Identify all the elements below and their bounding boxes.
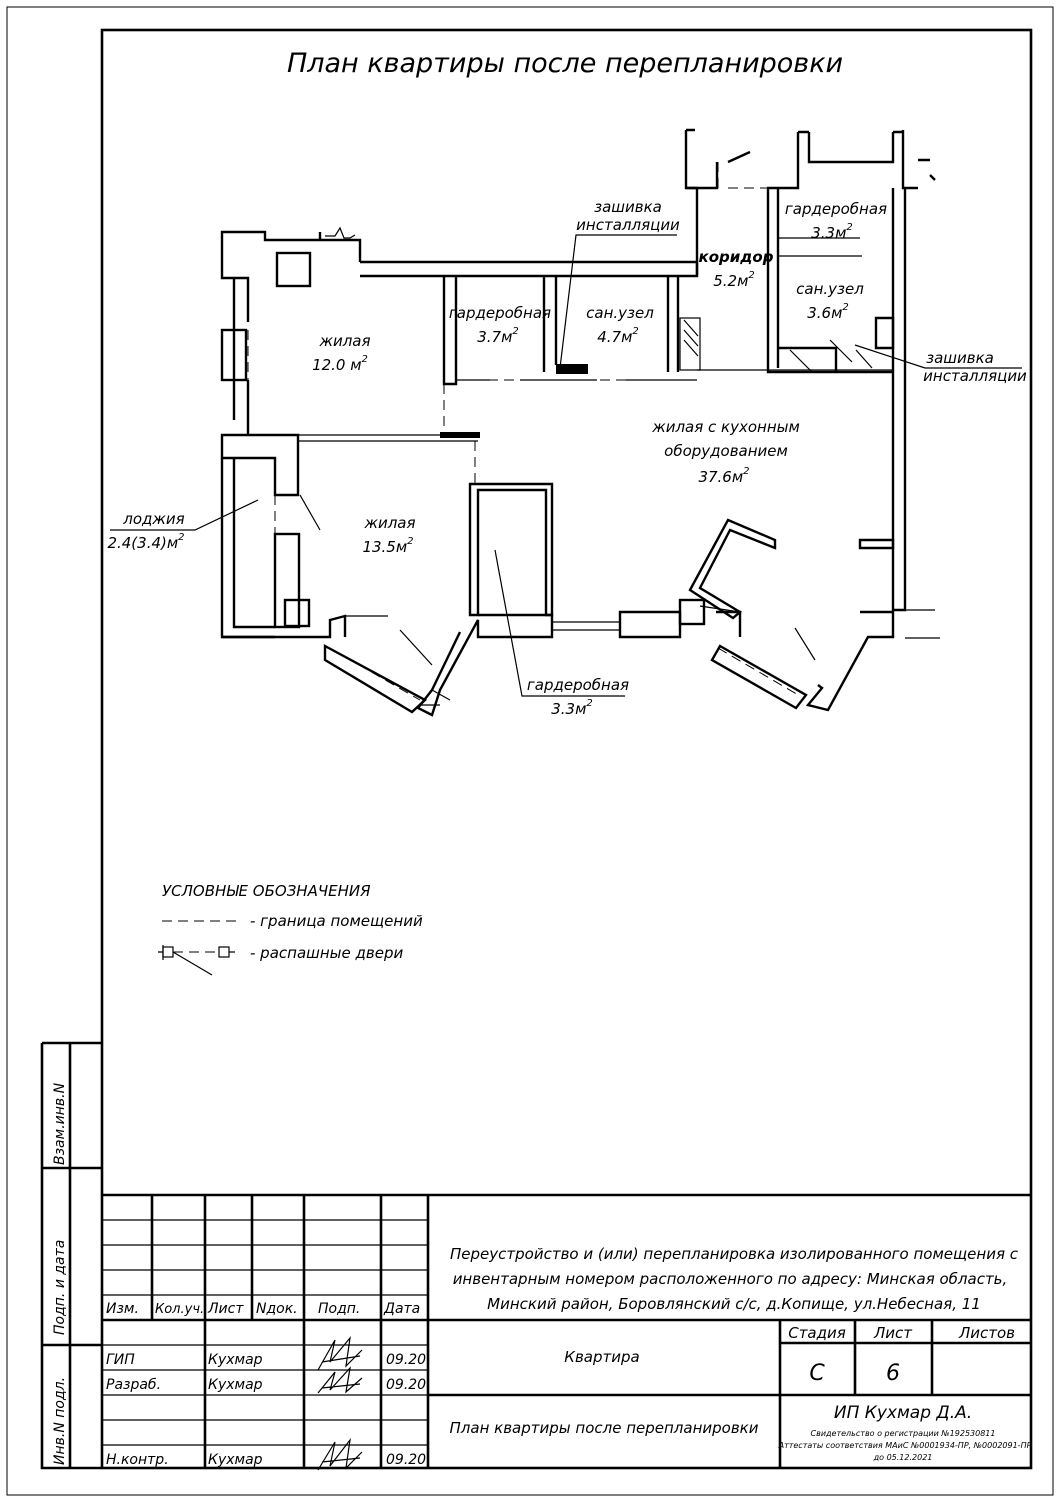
company-name: ИП Кухмар Д.А. xyxy=(833,1403,973,1423)
room-name: жилая с кухонным xyxy=(652,418,800,436)
side-label-podp: Подп. и дата xyxy=(52,1239,68,1335)
legend-title: УСЛОВНЫЕ ОБОЗНАЧЕНИЯ xyxy=(162,882,371,900)
sheets-label: Листов xyxy=(958,1324,1016,1342)
note-line-2: инсталляции xyxy=(923,367,1027,385)
room-area: $13.5м^2$ xyxy=(362,536,414,556)
room-area: $3.6м^2$ xyxy=(807,302,849,322)
room-area: $4.7м^2$ xyxy=(597,326,639,346)
side-strip xyxy=(42,1043,102,1468)
cert-line-1: Свидетельство о регистрации №192530811 xyxy=(810,1429,996,1438)
room-area: 12.0 $м^2$ xyxy=(312,354,368,374)
date-razrab: 09.20 xyxy=(386,1377,427,1393)
room-area: $5.2м^2$ xyxy=(713,270,755,290)
role-gip: ГИП xyxy=(106,1352,135,1368)
name-razrab: Кухмар xyxy=(208,1377,263,1393)
side-label-inv: Инв.N подл. xyxy=(52,1376,68,1465)
header-list: Лист xyxy=(208,1301,244,1317)
room-name: лоджия xyxy=(123,510,185,528)
room-name-2: оборудованием xyxy=(664,442,788,460)
note-line-2: инсталляции xyxy=(576,216,680,234)
room-area: $2.4(3.4)м^2$ xyxy=(107,532,185,552)
header-kolch: Кол.уч. xyxy=(155,1302,205,1317)
header-ndok: Nдок. xyxy=(256,1301,298,1317)
room-name: жилая xyxy=(364,514,416,532)
project-line-3: Минский район, Боровлянский с/с, д.Копище, ул.Небесная, 11 xyxy=(487,1295,981,1313)
signature-gip xyxy=(318,1338,362,1370)
title-block xyxy=(102,1195,1032,1470)
name-nkontr: Кухмар xyxy=(208,1452,263,1468)
sheet-value: 6 xyxy=(886,1361,900,1386)
room-name: гардеробная xyxy=(448,304,552,322)
project-line-1: Переустройство и (или) перепланировка изолированного помещения с xyxy=(450,1245,1018,1263)
room-area: $3.7м^2$ xyxy=(477,326,519,346)
installation-notes xyxy=(560,198,1027,385)
room-area: $37.6м^2$ xyxy=(698,466,750,486)
project-line-2: инвентарным номером расположенного по адресу: Минская область, xyxy=(452,1270,1008,1288)
header-data: Дата xyxy=(384,1301,421,1317)
cert-line-2: Аттестаты соответствия МАиС №0001934-ПР, №0002091-ПР xyxy=(778,1441,1032,1450)
legend-door-label: - распашные двери xyxy=(250,944,404,962)
sheet-title: План квартиры после перепланировки xyxy=(449,1419,759,1437)
stage-value: С xyxy=(809,1361,825,1386)
side-label-zam: Взам.инв.N xyxy=(52,1082,68,1165)
room-name: сан.узел xyxy=(586,304,654,322)
page-title: План квартиры после перепланировки xyxy=(286,48,844,79)
date-gip: 09.20 xyxy=(386,1352,427,1368)
header-podp: Подп. xyxy=(318,1301,361,1317)
room-name: жилая xyxy=(319,332,371,350)
signature-razrab xyxy=(318,1368,362,1393)
room-area: $3.3м^2$ xyxy=(811,222,853,242)
sheet-label: Лист xyxy=(873,1324,913,1342)
room-name: гардеробная xyxy=(526,676,630,694)
note-line-1: зашивка xyxy=(594,198,662,216)
room-area: $3.3м^2$ xyxy=(551,698,593,718)
room-name: коридор xyxy=(698,248,774,266)
room-name: гардеробная xyxy=(784,200,888,218)
date-nkontr: 09.20 xyxy=(386,1452,427,1468)
legend xyxy=(158,882,423,975)
role-nkontr: Н.контр. xyxy=(106,1452,169,1468)
cert-line-3: до 05.12.2021 xyxy=(873,1453,933,1462)
header-izm: Изм. xyxy=(106,1301,139,1317)
name-gip: Кухмар xyxy=(208,1352,263,1368)
stage-label: Стадия xyxy=(788,1324,846,1342)
role-razrab: Разраб. xyxy=(106,1377,162,1393)
object-name: Квартира xyxy=(564,1348,640,1366)
room-name: сан.узел xyxy=(796,280,864,298)
legend-boundary-label: - граница помещений xyxy=(250,912,423,930)
note-line-1: зашивка xyxy=(926,349,994,367)
